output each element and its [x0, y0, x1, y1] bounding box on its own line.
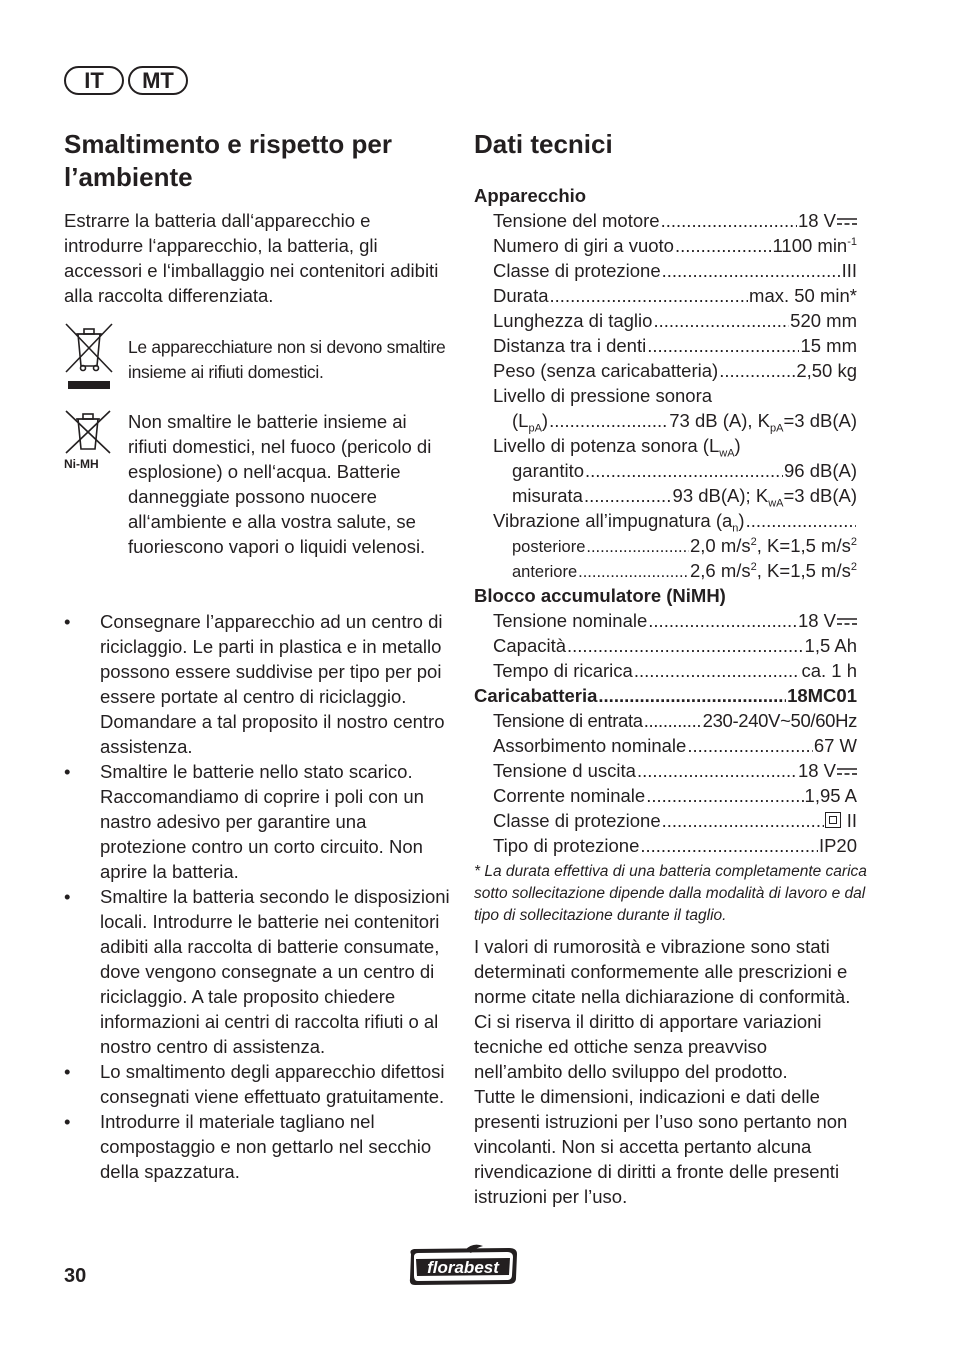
battery-bin-icon — [64, 409, 114, 457]
spec-label: Livello di potenza sonora $(L_{wA})$ — [493, 435, 741, 460]
spec-label: Classe di protezione — [493, 810, 661, 831]
spec-label: posteriore — [512, 538, 586, 556]
spec-value: 230-240V~50/60Hz — [702, 710, 857, 731]
list-item: • Smaltire la batteria secondo le disposizioni locali. Introdurre le batterie nei contenitori adibiti alla raccolta di batterie consumate, dove vengono consegnate a un centro di riciclaggio. A tale proposito chiedere informazioni ai centri di raccolta rifiuti o al nostro centro di assistenza. — [64, 884, 454, 1059]
spec-row — [474, 333, 857, 358]
lang-badge-it: IT — [64, 66, 124, 95]
spec-row — [474, 758, 857, 783]
spec-row — [474, 608, 857, 633]
spec-label: Assorbimento nominale — [493, 735, 687, 756]
spec-label: anteriore — [512, 563, 578, 581]
charger-heading — [474, 683, 857, 708]
spec-row — [474, 533, 857, 558]
spec-row — [474, 208, 857, 233]
list-item: • Lo smaltimento degli apparecchio difettosi consegnati viene effettuato gratuitamente. — [64, 1059, 454, 1109]
battery-heading: Blocco accumulatore (NiMH) — [474, 585, 726, 606]
spec-label: Tempo di ricarica — [493, 660, 633, 681]
spec-value: 18MC01 — [787, 685, 857, 706]
battery-notice: Non smaltire le batterie insieme ai rifiuti domestici, nel fuoco (pericolo di esplosione) o nell‘acqua. Batterie danneggiate possono nuocere all‘ambiente e alla vostra salute, se fuoriescono vapori o liquidi velenosi. — [128, 411, 432, 557]
spec-row — [474, 508, 857, 533]
florabest-logo — [405, 1244, 521, 1288]
spec-label: Durata — [493, 285, 549, 306]
spec-value: 18 V — [798, 608, 857, 633]
outro-paragraph: Ci si riserva il diritto di apportare variazioni tecniche ed ottiche senza preavviso nell’ambito dello sviluppo del prodotto. — [474, 1011, 822, 1082]
spec-label: Tipo di protezione — [493, 835, 640, 856]
spec-label: Capacità — [493, 635, 567, 656]
spec-value: ca. 1 h — [801, 660, 857, 681]
spec-value: 67 W — [813, 735, 857, 756]
dc-symbol-icon — [837, 217, 857, 227]
spec-value: 15 mm — [800, 335, 857, 356]
spec-label: Tensione d uscita — [493, 760, 636, 781]
tech-data-title: Dati tecnici — [474, 129, 613, 159]
nimh-label: Ni-MH — [64, 457, 99, 471]
spec-row — [474, 633, 857, 658]
outro-text — [474, 934, 859, 1209]
spec-row — [474, 358, 857, 383]
footnote: * La durata effettiva di una batteria completamente carica sotto sollecitazione dipende dalla modalità di lavoro e dal tipo di sollecitazione durante il taglio. — [474, 863, 867, 924]
device-heading: Apparecchio — [474, 185, 587, 206]
list-item: • Smaltire le batterie nello stato scarico. Raccomandiamo di coprire i poli con un nastro adesivo per garantire una protezione contro un corto circuito. Non aprire la batteria. — [64, 759, 454, 884]
spec-value: 18 V — [798, 758, 857, 783]
spec-value: 1100 $\min^{-1}$ — [772, 235, 857, 256]
spec-row — [474, 458, 857, 483]
spec-label: Corrente nominale — [493, 785, 646, 806]
spec-label: Classe di protezione — [493, 260, 661, 281]
spec-label: Livello di pressione sonora — [493, 385, 713, 406]
spec-value: max. 50 min* — [749, 285, 857, 306]
spec-row — [474, 808, 857, 833]
spec-label: Tensione di entrata — [493, 710, 643, 731]
spec-value: III — [841, 260, 857, 281]
spec-value: 18 V — [798, 208, 857, 233]
spec-row — [474, 658, 857, 683]
spec-value: II — [825, 808, 857, 833]
spec-value: 73 dB (A), $K_{pA}=3$ dB(A) — [669, 410, 857, 435]
dc-symbol-icon — [837, 617, 857, 627]
spec-label: garantito — [512, 460, 584, 481]
list-item: • Introdurre il materiale tagliano nel compostaggio e non gettarlo nel secchio della spazzatura. — [64, 1109, 454, 1184]
spec-label: Tensione del motore — [493, 210, 660, 231]
spec-label: Numero di giri a vuoto — [493, 235, 674, 256]
spec-row — [474, 733, 857, 758]
spec-value: 2,6 $m/s^2$, K=1,5 $m/s^2$ — [689, 560, 857, 581]
double-insulation-icon — [825, 812, 841, 828]
spec-value: 93 dB(A); $K_{wA}=3$ dB(A) — [672, 485, 857, 510]
svg-text:florabest: florabest — [427, 1258, 499, 1277]
spec-value: IP20 — [818, 835, 857, 856]
spec-value: 2,0 $m/s^2$, K=1,5 $m/s^2$ — [689, 535, 857, 556]
spec-row — [474, 783, 857, 808]
outro-paragraph: Tutte le dimensioni, indicazioni e dati delle presenti istruzioni per l’uso sono pertanto non vincolanti. Non si accetta pertanto alcuna rivendicazione di diritti a fronte delle presenti istruzioni per l’uso. — [474, 1086, 848, 1207]
crossed-bin-icon — [64, 322, 114, 392]
spec-value: 1,95 A — [804, 785, 857, 806]
spec-label: misurata — [512, 485, 583, 506]
spec-label: Distanza tra i denti — [493, 335, 647, 356]
spec-value: 96 dB(A) — [783, 460, 857, 481]
outro-paragraph: I valori di rumorosità e vibrazione sono stati determinati conformemente alle prescrizioni e norme citate nella dichiarazione di conformità. — [474, 936, 851, 1007]
dc-symbol-icon — [837, 767, 857, 777]
page-number: 30 — [64, 1265, 87, 1287]
disposal-intro: Estrarre la batteria dall‘apparecchio e introdurre l‘apparecchio, la batteria, gli accessori e l‘imballaggio nei contenitori adibiti alla raccolta differenziata. — [64, 210, 439, 306]
spec-row — [474, 708, 857, 733]
spec-value: 1,5 Ah — [804, 635, 857, 656]
spec-row — [474, 833, 857, 858]
spec-row — [474, 308, 857, 333]
spec-label: Vibrazione all’impugnatura $(a_n)$ — [493, 510, 745, 535]
spec-value: 520 mm — [790, 310, 857, 331]
spec-row — [474, 258, 857, 283]
spec-row — [474, 558, 857, 583]
spec-value: 2,50 kg — [796, 360, 857, 381]
spec-label: Caricabatteria — [474, 685, 598, 706]
spec-label: $(L_{pA})$ — [512, 410, 549, 435]
spec-row — [474, 283, 857, 308]
spec-label: Tensione nominale — [493, 610, 648, 631]
lang-badge-mt: MT — [128, 66, 188, 95]
list-item: • Consegnare l’apparecchio ad un centro di riciclaggio. Le parti in plastica e in metallo possono essere suddivise per tipo per poi essere portate al centro di riciclaggio. Domandare a tal proposito il nostro centro assistenza. — [64, 609, 454, 759]
disposal-title: Smaltimento e rispetto per l’ambiente — [64, 129, 392, 192]
disposal-list — [64, 609, 454, 1184]
spec-label: Peso (senza caricabatteria) — [493, 360, 719, 381]
spec-row — [474, 408, 857, 433]
spec-table — [474, 183, 857, 858]
spec-row — [474, 483, 857, 508]
spec-label: Lunghezza di taglio — [493, 310, 653, 331]
spec-row — [474, 233, 857, 258]
weee-notice: Le apparecchiature non si devono smaltire insieme ai rifiuti domestici. — [128, 337, 446, 382]
